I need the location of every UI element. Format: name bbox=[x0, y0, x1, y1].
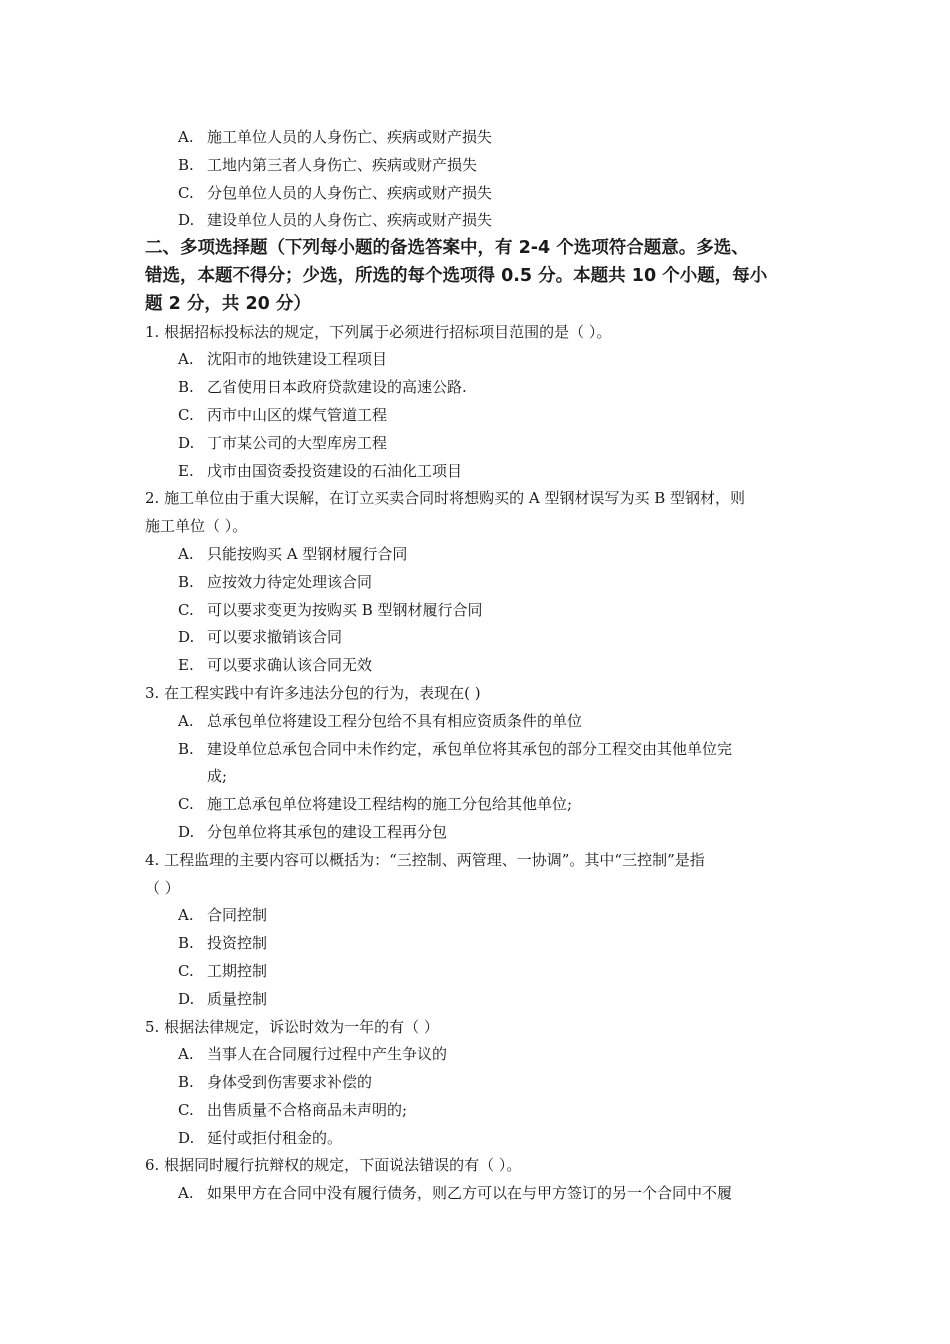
option-text: 可以要求变更为按购买 B 型钢材履行合同 bbox=[207, 600, 483, 619]
option-text: 分包单位人员的人身伤亡、疾病或财产损失 bbox=[207, 183, 493, 202]
question-3-option-b bbox=[145, 736, 810, 764]
option-text: 只能按购买 A 型钢材履行合同 bbox=[207, 544, 408, 563]
question-4-option-c bbox=[145, 958, 810, 986]
option-letter: A. bbox=[178, 1184, 194, 1203]
option-letter: D. bbox=[178, 822, 195, 841]
option-text: 合同控制 bbox=[207, 906, 268, 925]
option-text: 乙省使用日本政府贷款建设的高速公路. bbox=[207, 378, 467, 397]
option-text: 工期控制 bbox=[207, 961, 268, 980]
option-letter: C. bbox=[178, 405, 194, 424]
option-text: 施工单位人员的人身伤亡、疾病或财产损失 bbox=[207, 128, 493, 146]
option-letter: C. bbox=[178, 1100, 194, 1119]
option-letter: B. bbox=[178, 1073, 194, 1092]
option-letter: B. bbox=[178, 934, 194, 953]
question-5-option-a bbox=[145, 1041, 810, 1069]
option-letter: A. bbox=[178, 906, 194, 925]
option-letter: E. bbox=[178, 656, 194, 675]
option-text: 出售质量不合格商品未声明的; bbox=[207, 1100, 408, 1119]
section-heading-line-1: 二、多项选择题（下列每小题的备选答案中，有 2-4 个选项符合题意。多选、 bbox=[145, 238, 749, 259]
option-letter: C. bbox=[178, 961, 194, 980]
document-body bbox=[145, 124, 810, 1208]
question-4: 4. 工程监理的主要内容可以概括为：“三控制、两管理、一协调”。其中“三控制”是指 bbox=[145, 850, 705, 869]
option-letter: A. bbox=[178, 350, 194, 369]
question-4-option-a bbox=[145, 902, 810, 930]
question-1: 1. 根据招标投标法的规定，下列属于必须进行招标项目范围的是（ ）。 bbox=[145, 322, 612, 341]
option-text: 工地内第三者人身伤亡、疾病或财产损失 bbox=[207, 155, 478, 174]
option-text: 丁市某公司的大型库房工程 bbox=[207, 433, 388, 452]
question-4-option-d bbox=[145, 986, 810, 1014]
question-1-option-a bbox=[145, 346, 810, 374]
question-4-option-b bbox=[145, 930, 810, 958]
option-letter: B. bbox=[178, 155, 194, 174]
question-2-option-c bbox=[145, 597, 810, 625]
option-text: 施工总承包单位将建设工程结构的施工分包给其他单位; bbox=[207, 795, 573, 814]
question-1-option-b bbox=[145, 374, 810, 402]
question-5-option-d bbox=[145, 1125, 810, 1153]
question-3-option-c bbox=[145, 791, 810, 819]
question-4-cont: （ ） bbox=[145, 878, 180, 897]
question-3-option-b-cont: 成; bbox=[207, 767, 228, 786]
option-letter: C. bbox=[178, 600, 194, 619]
question-1-option-d bbox=[145, 430, 810, 458]
prev-option-d bbox=[145, 207, 810, 235]
option-letter: C. bbox=[178, 183, 194, 202]
option-text: 身体受到伤害要求补偿的 bbox=[207, 1073, 373, 1092]
option-text: 应按效力待定处理该合同 bbox=[207, 572, 373, 591]
question-5-option-b bbox=[145, 1069, 810, 1097]
option-letter: D. bbox=[178, 628, 195, 647]
option-letter: C. bbox=[178, 795, 194, 814]
option-text: 沈阳市的地铁建设工程项目 bbox=[207, 350, 388, 369]
question-3-option-d bbox=[145, 819, 810, 847]
option-text: 丙市中山区的煤气管道工程 bbox=[207, 405, 388, 424]
question-2-option-d bbox=[145, 624, 810, 652]
question-3: 3. 在工程实践中有许多违法分包的行为，表现在( ) bbox=[145, 683, 481, 702]
option-text: 质量控制 bbox=[207, 989, 268, 1008]
option-text: 投资控制 bbox=[207, 934, 268, 953]
option-letter: A. bbox=[178, 544, 194, 563]
question-6: 6. 根据同时履行抗辩权的规定，下面说法错误的有（ ）。 bbox=[145, 1156, 522, 1175]
option-text: 戊市由国资委投资建设的石油化工项目 bbox=[207, 461, 463, 480]
option-letter: A. bbox=[178, 711, 194, 730]
option-text: 分包单位将其承包的建设工程再分包 bbox=[207, 822, 448, 841]
question-2-cont: 施工单位（ ）。 bbox=[145, 517, 248, 536]
section-heading-line-3: 题 2 分，共 20 分） bbox=[145, 293, 311, 314]
option-letter: D. bbox=[178, 989, 195, 1008]
option-letter: B. bbox=[178, 378, 194, 397]
question-1-option-c bbox=[145, 402, 810, 430]
prev-option-c bbox=[145, 180, 810, 208]
option-letter: B. bbox=[178, 739, 194, 758]
option-text: 建设单位人员的人身伤亡、疾病或财产损失 bbox=[207, 211, 493, 230]
option-text: 延付或拒付租金的。 bbox=[207, 1128, 343, 1147]
option-letter: D. bbox=[178, 211, 195, 230]
prev-option-a bbox=[145, 124, 810, 152]
question-5: 5. 根据法律规定，诉讼时效为一年的有（ ） bbox=[145, 1017, 439, 1036]
option-letter: D. bbox=[178, 1128, 195, 1147]
question-3-option-a bbox=[145, 708, 810, 736]
question-6-option-a bbox=[145, 1180, 810, 1208]
question-2-option-a bbox=[145, 541, 810, 569]
question-5-option-c bbox=[145, 1097, 810, 1125]
option-letter: E. bbox=[178, 461, 194, 480]
section-heading-line-2: 错选，本题不得分；少选，所选的每个选项得 0.5 分。本题共 10 个小题，每小 bbox=[145, 265, 768, 286]
option-letter: D. bbox=[178, 433, 195, 452]
section-heading bbox=[145, 235, 810, 318]
option-text: 当事人在合同履行过程中产生争议的 bbox=[207, 1045, 448, 1064]
option-text: 如果甲方在合同中没有履行债务，则乙方可以在与甲方签订的另一个合同中不履 bbox=[207, 1184, 733, 1203]
option-letter: A. bbox=[178, 1045, 194, 1064]
question-2: 2. 施工单位由于重大误解，在订立买卖合同时将想购买的 A 型钢材误写为买 B 型钢材，则 bbox=[145, 489, 746, 508]
option-text: 可以要求确认该合同无效 bbox=[207, 656, 373, 675]
question-2-option-b bbox=[145, 569, 810, 597]
question-1-option-e bbox=[145, 458, 810, 486]
option-letter: B. bbox=[178, 572, 194, 591]
question-2-option-e bbox=[145, 652, 810, 680]
option-letter: A. bbox=[178, 128, 194, 146]
prev-option-b bbox=[145, 152, 810, 180]
option-text: 可以要求撤销该合同 bbox=[207, 628, 343, 647]
option-text: 总承包单位将建设工程分包给不具有相应资质条件的单位 bbox=[207, 711, 583, 730]
option-text: 建设单位总承包合同中未作约定，承包单位将其承包的部分工程交由其他单位完 bbox=[207, 739, 733, 758]
